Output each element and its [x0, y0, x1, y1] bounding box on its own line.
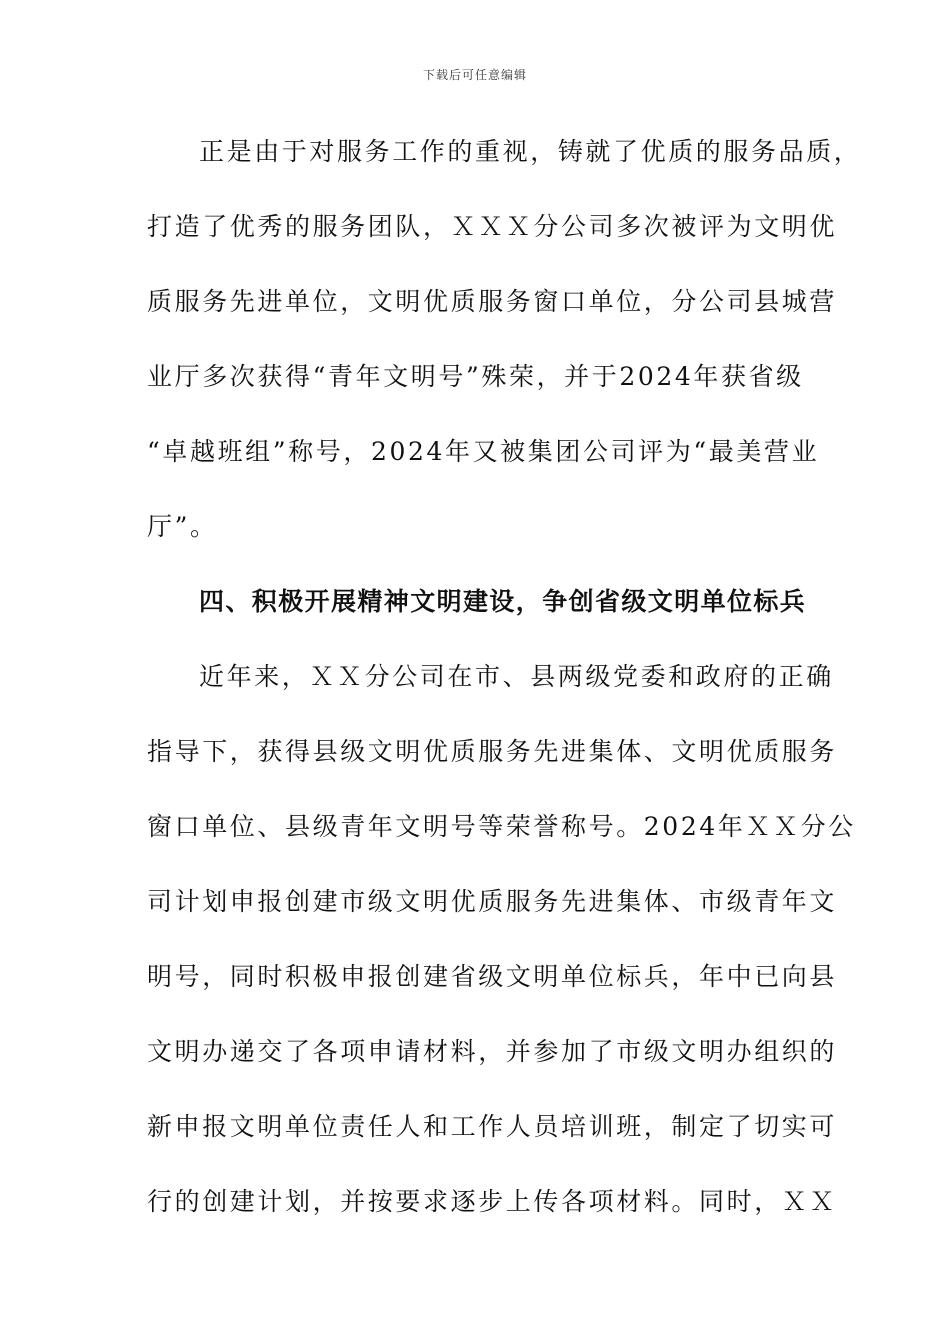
paragraph-line: 正是由于对服务工作的重视，铸就了优质的服务品质， [199, 137, 862, 166]
paragraph-line: 业厅多次获得“青年文明号”殊荣，并于2024年获省级 [147, 362, 804, 391]
paragraph-line: 打造了优秀的服务团队，ＸＸＸ分公司多次被评为文明优 [147, 212, 838, 241]
paragraph-line: 明号，同时积极申报创建省级文明单位标兵，年中已向县 [147, 962, 838, 991]
paragraph-line: 指导下，获得县级文明优质服务先进集体、文明优质服务 [147, 737, 838, 766]
section-heading: 四、积极开展精神文明建设，争创省级文明单位标兵 [199, 587, 807, 616]
paragraph-line: 文明办递交了各项申请材料，并参加了市级文明办组织的 [147, 1037, 838, 1066]
paragraph-line: 厅”。 [147, 512, 218, 541]
paragraph-line: 近年来，ＸＸ分公司在市、县两级党委和政府的正确 [199, 662, 834, 691]
paragraph-line: 行的创建计划，并按要求逐步上传各项材料。同时，ＸＸ [147, 1187, 838, 1216]
paragraph-line: 司计划申报创建市级文明优质服务先进集体、市级青年文 [147, 887, 838, 916]
document-body [147, 132, 862, 1257]
paragraph-line: 新申报文明单位责任人和工作人员培训班，制定了切实可 [147, 1112, 838, 1141]
paragraph-line: 窗口单位、县级青年文明号等荣誉称号。2024年ＸＸ分公 [147, 812, 856, 841]
page-header-note: 下载后可任意编辑 [422, 68, 527, 82]
paragraph-line: 质服务先进单位，文明优质服务窗口单位，分公司县城营 [147, 287, 838, 316]
paragraph-line: “卓越班组”称号，2024年又被集团公司评为“最美营业 [147, 437, 820, 466]
